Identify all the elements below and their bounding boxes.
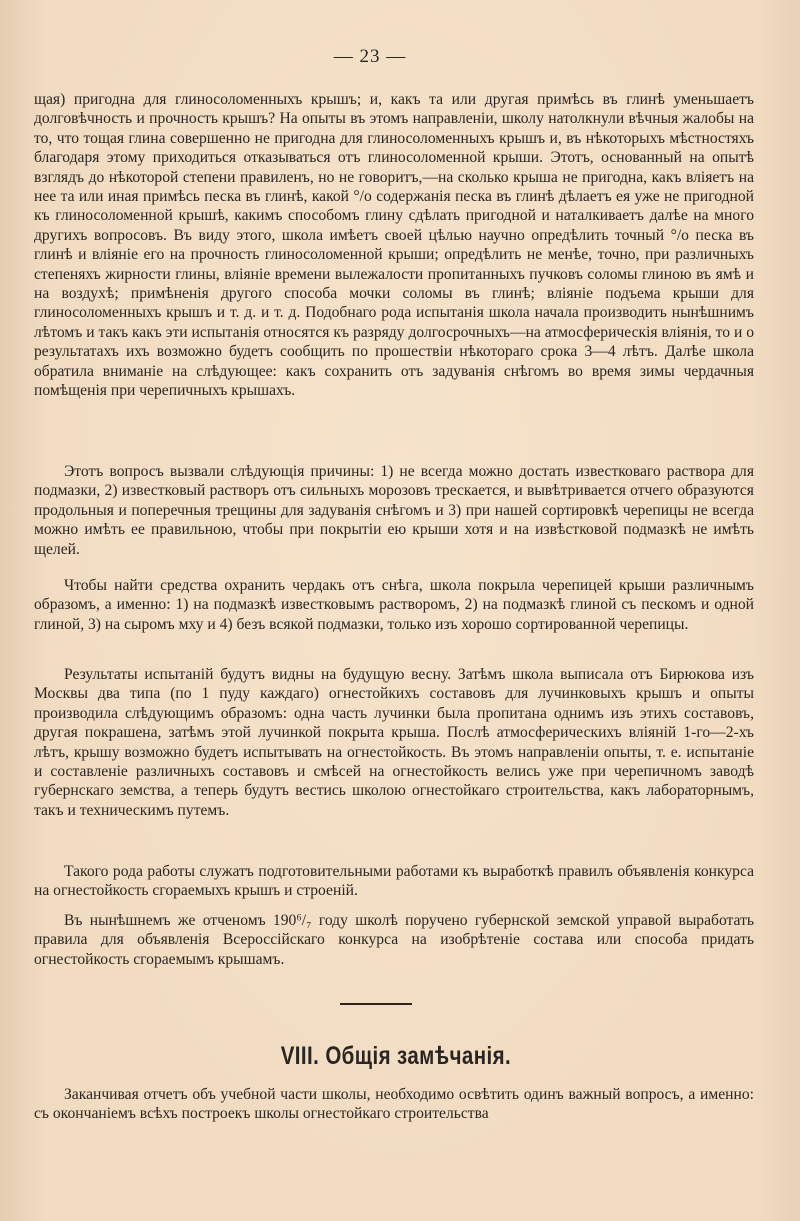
- section-heading: VIII. Общія замѣчанія.: [280, 1042, 512, 1070]
- paragraph-text: щая) пригодна для глиносоломенныхъ крышъ; и, какъ та или другая примѣсь въ глинѣ уменьшаетъ долговѣчность и прочность крышъ? На опыты въ этомъ направленіи, школу натолкнули вѣчныя жалобы на то, что тощая глина совершенно не пригодна для глиносоломенныхъ крышъ и, въ нѣкоторыхъ мѣстностяхъ благодаря этому приходиться отказываться отъ глиносоломенной крыши. Этотъ, основанный на опытѣ взглядъ до нѣкоторой степени правиленъ, но не говоритъ,—на сколько крыша не пригодна, какъ вліяетъ на нее та или иная примѣсь песка въ глинѣ, какой °/о содержанія песка въ глинѣ дѣлаетъ ея уже не пригодной къ глиносоломенной крышѣ, какимъ способомъ глину сдѣлать пригодной и наталкиваетъ далѣе на много другихъ вопросовъ. Въ виду этого, школа имѣетъ своей цѣлью научно опредѣлить точный °/о песка въ глинѣ и вліяніе его на прочность глиносоломенной крыши; опредѣлить не менѣе, точно, при различныхъ степеняхъ жирности глины, вліяніе времени вылежалости пропитанныхъ пучковъ соломы глиною въ ямѣ и на воздухѣ; примѣненія другого способа мочки соломы въ глинѣ; вліяніе подъема крыши для глиносоломенныхъ крышъ и т. д. и т. д. Подобнаго рода испытанія школа начала производить нынѣшнимъ лѣтомъ и такъ какъ эти испытанія относятся къ разряду долгосрочныхъ—на атмосферическія вліянія, то и о результатахъ ихъ возможно будетъ сообщить по прошествіи нѣкотораго срока 3—4 лѣтъ. Далѣе школа обратила вниманіе на слѣдующее: какъ сохранить отъ задуванія снѣгомъ во время зимы чердачныя помѣщенія при черепичныхъ крышахъ.: [34, 91, 754, 400]
- paragraph-attic-protection: [34, 576, 754, 634]
- paragraph-causes: [34, 462, 754, 559]
- section-divider: [340, 1003, 412, 1005]
- paragraph-clay-straw-roofs: [34, 90, 754, 401]
- paragraph-text: Заканчивая отчетъ объ учебной части школы, необходимо освѣтить одинъ важный вопросъ, а именно: съ окончаніемъ всѣхъ построекъ школы огнестойкаго строительства: [34, 1086, 754, 1123]
- page-number: — 23 —: [333, 46, 407, 67]
- paragraph-preparatory-work: [34, 862, 754, 901]
- paragraph-text: Въ нынѣшнемъ же отченомъ 190⁶/₇ году школѣ поручено губернской земской управой выработать правила для объявленія Всероссійскаго конкурса на изобрѣтеніе состава или способа придать огнестойкость сгораемымъ крышамъ.: [34, 912, 754, 968]
- paragraph-text: Чтобы найти средства охранить чердакъ отъ снѣга, школа покрыла черепицей крыши различнымъ образомъ, а именно: 1) на подмазкѣ известковымъ растворомъ, 2) на подмазкѣ глиной съ пескомъ и одной глиной, 3) на сыромъ мху и 4) безъ всякой подмазки, только изъ хорошо сортированной черепицы.: [34, 577, 754, 633]
- paragraph-test-results: [34, 665, 754, 820]
- paragraph-conclusion: [34, 1085, 754, 1124]
- paragraph-text: Такого рода работы служатъ подготовительными работами къ выработкѣ правилъ объявленія конкурса на огнестойкость сгораемыхъ крышъ и строеній.: [34, 863, 754, 900]
- paragraph-text: Результаты испытаній будутъ видны на будущую весну. Затѣмъ школа выписала отъ Бирюкова изъ Москвы два типа (по 1 пуду каждаго) огнестойкихъ составовъ для лучинковыхъ крышъ и опыты производила слѣдующимъ образомъ: одна часть лучинки была пропитана однимъ изъ этихъ составовъ, другая покрашена, затѣмъ этой лучинкой покрыта крыша. Послѣ атмосферическихъ вліяній 1-го—2-хъ лѣтъ, крышу возможно будетъ испытывать на огнестойкость. Въ этомъ направленіи опыты, т. е. испытаніе и составленіе различныхъ составовъ и смѣсей на огнестойкость велись уже при черепичномъ заводѣ губернскаго земства, а теперь будутъ вестись школою огнестойкаго строительства, какъ лабораторнымъ, такъ и техническимъ путемъ.: [34, 666, 754, 819]
- paragraph-text: Этотъ вопросъ вызвали слѣдующія причины: 1) не всегда можно достать известковаго раствора для подмазки, 2) известковый растворъ отъ сильныхъ морозовъ трескается, и вывѣтривается отчего образуются продольныя и поперечныя трещины для задуванія снѣгомъ и 3) при нашей сортировкѣ черепицы не всегда можно имѣть ее правильною, чтобы при покрытіи ею крыши хотя и на извѣстковой подмазкѣ не имѣть щелей.: [34, 463, 754, 558]
- paragraph-competition-rules: [34, 911, 754, 969]
